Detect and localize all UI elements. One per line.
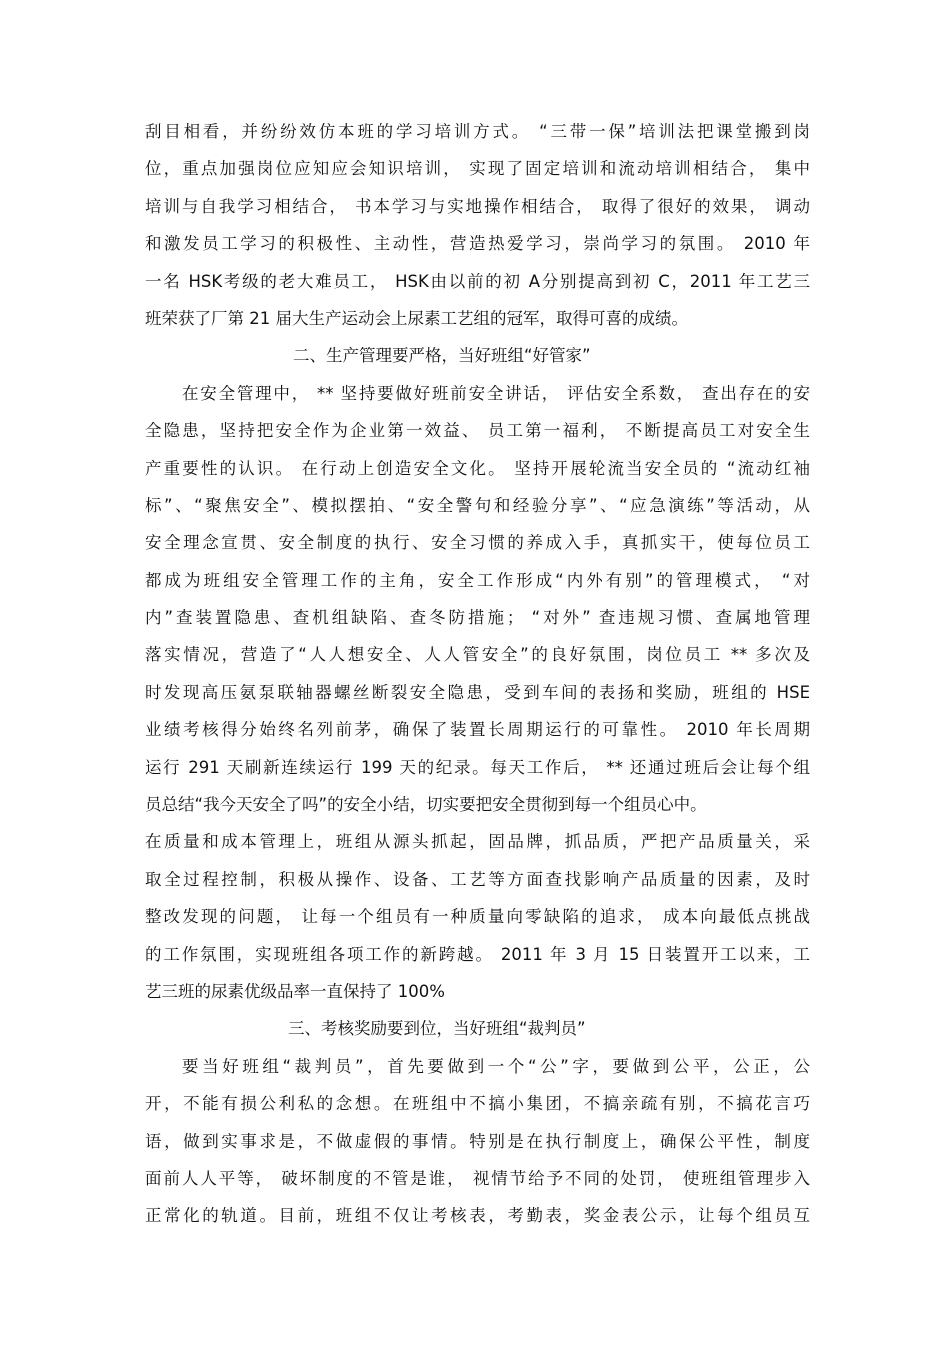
text-line: 位，重点加强岗位应知应会知识培训， 实现了固定培训和流动培训相结合， 集中 [145,159,810,179]
text-line: 全隐患，坚持把安全作为企业第一效益、 员工第一福利， 不断提高员工对安全生 [145,421,810,441]
text-line: 时发现高压氨泵联轴器螺丝断裂安全隐患，受到车间的表扬和奖励，班组的 HSE [145,682,810,702]
text-line: 培训与自我学习相结合， 书本学习与实地操作相结合， 取得了很好的效果， 调动 [145,196,810,216]
text-line: 的工作氛围，实现班组各项工作的新跨越。 2011 年 3 月 15 日装置开工以来，工 [145,944,810,964]
text-line: 整改发现的问题， 让每一个组员有一种质量向零缺陷的追求， 成本向最低点挑战 [145,907,810,927]
text-line: 安全理念宣贯、安全制度的执行、安全习惯的养成入手，真抓实干，使每位员工 [145,533,810,553]
text-line: 语，做到实事求是，不做虚假的事情。特别是在执行制度上，确保公平性，制度 [145,1131,810,1151]
text-line: 刮目相看，并纷纷效仿本班的学习培训方式。 “三带一保”培训法把课堂搬到岗 [145,122,810,141]
text-line: 标”、“聚焦安全”、模拟摆拍、“安全警句和经验分享”、“应急演练”等活动，从 [145,495,810,515]
text-line: 班荣获了厂第 21 届大生产运动会上尿素工艺组的冠军，取得可喜的成绩。 [145,308,688,328]
text-line: 内”查装置隐患、查机组缺陷、查冬防措施； “对外” 查违规习惯、查属地管理 [145,608,810,628]
text-line: 运行 291 天刷新连续运行 199 天的纪录。每天工作后， ** 还通过班后会让每个组 [145,757,810,777]
text-line: 都成为班组安全管理工作的主角，安全工作形成“内外有别”的管理模式， “对 [145,570,810,590]
text-line: 艺三班的尿素优级品率一直保持了 100% [145,981,445,1001]
text-line: 取全过程控制，积极从操作、设备、工艺等方面查找影响产品质量的因素，及时 [145,869,810,889]
text-line: 正常化的轨道。目前，班组不仅让考核表，考勤表，奖金表公示，让每个组员互 [145,1206,810,1226]
text-line: 产重要性的认识。 在行动上创造安全文化。 坚持开展轮流当安全员的 “流动红袖 [145,458,810,478]
section-heading-2: 二、生产管理要严格，当好班组“好管家” [293,346,591,366]
text-line: 面前人人平等， 破坏制度的不管是谁， 视情节给予不同的处罚， 使班组管理步入 [145,1168,810,1188]
text-line: 业绩考核得分始终名列前茅，确保了装置长周期运行的可靠性。 2010 年长周期 [145,720,810,740]
text-line: 和激发员工学习的积极性、主动性，营造热爱学习，崇尚学习的氛围。 2010 年 [145,234,810,254]
text-line: 一名 HSK考级的老大难员工， HSK由以前的初 A分别提高到初 C，2011 年工艺三 [145,271,810,291]
text-line: 员总结“我今天安全了吗”的安全小结，切实要把安全贯彻到每一个组员心中。 [145,795,707,815]
text-line: 在质量和成本管理上，班组从源头抓起，固品牌，抓品质，严把产品质量关，采 [145,832,810,852]
text-line: 在安全管理中， ** 坚持要做好班前安全讲话， 评估安全系数， 查出存在的安 [182,383,810,403]
body-text [145,113,810,1235]
text-line: 落实情况，营造了“人人想安全、人人管安全”的良好氛围，岗位员工 ** 多次及 [145,645,810,665]
section-heading-3: 三、考核奖励要到位，当好班组“裁判员” [288,1019,586,1039]
text-line: 开，不能有损公利私的念想。在班组中不搞小集团，不搞亲疏有别，不搞花言巧 [145,1094,810,1114]
text-line: 要当好班组“裁判员”，首先要做到一个“公”字，要做到公平，公正，公 [182,1056,810,1076]
